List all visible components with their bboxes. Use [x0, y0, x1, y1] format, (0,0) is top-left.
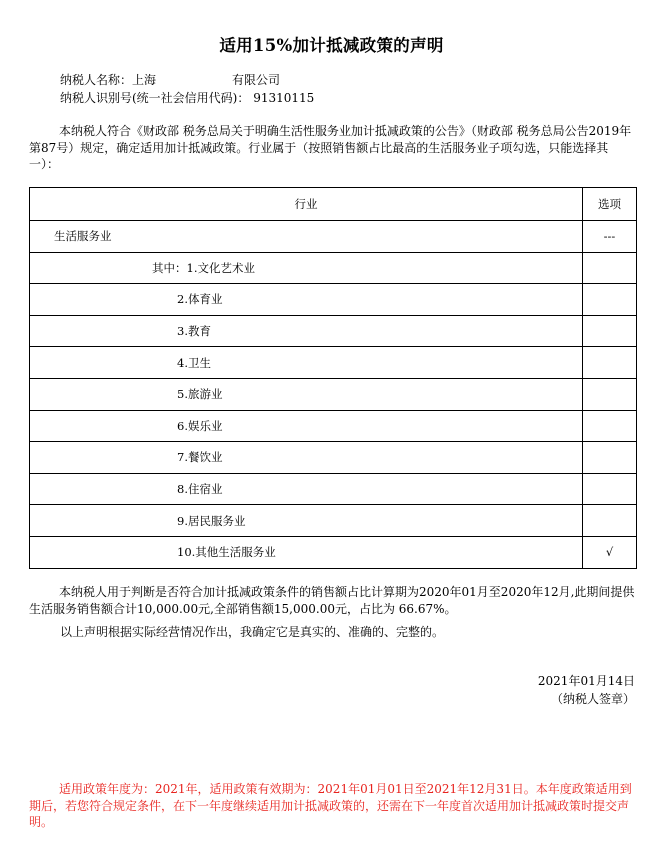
- industry-label: 4.卫生: [30, 347, 583, 379]
- table-row: [30, 252, 637, 284]
- table-row: [30, 410, 637, 442]
- intro-paragraph: 本纳税人符合《财政部 税务总局关于明确生活性服务业加计抵减政策的公告》（财政部 税务总局公告2019年第87号）规定，确定适用加计抵减政策。行业属于（按照销售额占比最高的生活服务业子项勾选，只能选择其一）：: [29, 124, 632, 171]
- taxpayer-name-part1: 上海: [132, 73, 157, 87]
- option-cell[interactable]: [583, 252, 637, 284]
- table-row: [30, 473, 637, 505]
- industry-label: 6.娱乐业: [30, 410, 583, 442]
- taxpayer-name-line: [60, 71, 280, 88]
- header-option: 选项: [583, 188, 637, 221]
- table-row: [30, 315, 637, 347]
- table-header-row: [30, 188, 637, 221]
- industry-label: 8.住宿业: [30, 473, 583, 505]
- option-cell[interactable]: [583, 473, 637, 505]
- table-row: [30, 284, 637, 316]
- taxpayer-id-line: [60, 89, 314, 106]
- industry-label: 生活服务业: [30, 221, 583, 253]
- declaration-date: 2021年01月14日: [537, 674, 635, 688]
- industry-table: [29, 187, 637, 569]
- header-industry: 行业: [30, 188, 583, 221]
- table-row: [30, 505, 637, 537]
- table-row: [30, 347, 637, 379]
- option-cell[interactable]: [583, 378, 637, 410]
- table-row: [30, 378, 637, 410]
- industry-label: 5.旅游业: [30, 378, 583, 410]
- taxpayer-name-part2: 有限公司: [232, 73, 281, 87]
- statement-paragraph: 本纳税人用于判断是否符合加计抵减政策条件的销售额占比计算期为2020年01月至2020年12月,此期间提供 生活服务销售额合计10,000.00元,全部销售额15,000.00元，占比为 66.67%。: [29, 585, 635, 616]
- industry-label: 3.教育: [30, 315, 583, 347]
- industry-label: 其中：1.文化艺术业: [30, 252, 583, 284]
- option-cell[interactable]: [583, 505, 637, 537]
- taxpayer-name-label: 纳税人名称：: [60, 73, 133, 87]
- option-cell[interactable]: [583, 347, 637, 379]
- option-cell[interactable]: [583, 410, 637, 442]
- table-row: [30, 221, 637, 253]
- industry-label: 2.体育业: [30, 284, 583, 316]
- industry-label: 10.其他生活服务业: [30, 536, 583, 568]
- industry-label: 9.居民服务业: [30, 505, 583, 537]
- option-cell[interactable]: [583, 284, 637, 316]
- policy-note: 适用政策年度为：2021年，适用政策有效期为：2021年01月01日至2021年12月31日。本年度政策适用到期后，若您符合规定条件，在下一年度继续适用加计抵减政策的，还需在下一年度首次适用加计抵减政策时提交声明。: [29, 782, 632, 829]
- signature-label: （纳税人签章）: [550, 692, 635, 706]
- taxpayer-id-label: 纳税人识别号(统一社会信用代码)：: [60, 91, 250, 105]
- document-title: 适用15%加计抵减政策的声明: [219, 36, 444, 55]
- redacted-area: [156, 74, 232, 87]
- option-cell[interactable]: [583, 315, 637, 347]
- industry-label: 7.餐饮业: [30, 442, 583, 474]
- option-cell-checked[interactable]: √: [583, 536, 637, 568]
- taxpayer-id-value: 91310115: [253, 91, 315, 105]
- table-row: [30, 442, 637, 474]
- option-cell: ---: [583, 221, 637, 253]
- option-cell[interactable]: [583, 442, 637, 474]
- table-row: [30, 536, 637, 568]
- declaration-line: 以上声明根据实际经营情况作出，我确定它是真实的、准确的、完整的。: [60, 625, 445, 639]
